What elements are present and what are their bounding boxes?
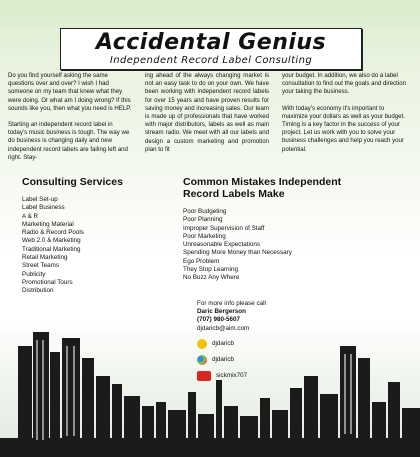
mistakes-list: [183, 208, 363, 283]
list-item: Street Teams: [22, 262, 59, 270]
common-mistakes: [183, 176, 363, 283]
contact-info: [197, 300, 347, 381]
list-item: Improper Supervision of Staff: [183, 224, 265, 232]
list-item: Ego Problem: [183, 257, 220, 265]
msn-icon: [197, 355, 207, 365]
intro-column-2: [145, 72, 269, 162]
contact-intro: For more info please call: [197, 300, 266, 307]
banner-subtitle: Independent Record Label Consulting: [109, 55, 313, 66]
list-item: Label Set-up: [22, 196, 58, 203]
intro-paragraph: With today's economy it's important to maximize your dollars as well as your budget. Timing is a key factor in the success of your project. Let us work with you to solve your business challenges and help you reach your potential.: [282, 104, 405, 153]
list-item: A & R: [22, 212, 39, 220]
services-heading: Consulting Services: [22, 176, 123, 188]
aim-handle[interactable]: [197, 339, 347, 349]
intro-paragraph: your budget. In addition, we also do a label consultation to find out the goals and direction your taking the business.: [282, 72, 406, 96]
mistakes-heading-line-1: Common Mistakes Independent: [183, 176, 342, 188]
list-item: Poor Budgeting: [183, 208, 227, 215]
msn-handle-text: djdaricb: [212, 355, 235, 363]
aim-handle-text: djdaricb: [212, 339, 235, 347]
intro-column-3: [282, 72, 406, 162]
list-item: Unreasonable Expectations: [183, 241, 261, 249]
mistakes-heading: [183, 176, 363, 200]
contact-phone: (707) 980-5607: [197, 316, 241, 324]
list-item: Marketing Material: [22, 220, 74, 228]
banner-title: Accidental Genius: [95, 30, 327, 55]
list-item: Publicity: [22, 270, 46, 278]
youtube-icon: [197, 371, 211, 381]
list-item: Retail Marketing: [22, 254, 68, 262]
intro-paragraph: Do you find yourself asking the same questions over and over? I wish I had someone on my team that knew what they were doing. Or what am I doing wrong? If this sounds like you, then what you need is HELP.: [8, 72, 132, 112]
mistakes-heading-line-2: Record Labels Make: [183, 188, 285, 200]
list-item: Distribution: [22, 287, 54, 295]
list-item: Poor Planning: [183, 216, 223, 224]
contact-email[interactable]: djdaricb@aim.com: [197, 324, 250, 332]
services-list: [22, 196, 162, 296]
youtube-handle[interactable]: [197, 371, 347, 381]
list-item: Spending More Money than Necessary: [183, 249, 292, 257]
list-item: Label Business: [22, 204, 65, 212]
msn-handle[interactable]: [197, 355, 347, 365]
intro-column-1: [8, 72, 132, 170]
title-banner: [60, 28, 362, 70]
consulting-services: [22, 176, 162, 296]
list-item: Web 2.0 & Marketing: [22, 237, 81, 245]
list-item: They Stop Learning: [183, 266, 238, 274]
list-item: Traditional Marketing: [22, 245, 81, 253]
aim-icon: [197, 339, 207, 349]
youtube-handle-text: sickmix707: [216, 371, 248, 379]
list-item: No Buzz Any Where: [183, 274, 240, 282]
intro-paragraph: Starting an independent record label in today's music business is tough. The way we do business is changing daily and new independent record labels are failing left and right. Stay-: [8, 121, 130, 161]
list-item: Poor Marketing: [183, 232, 226, 240]
list-item: Radio & Record Pools: [22, 229, 84, 237]
intro-paragraph: ing ahead of the always changing market is not an easy task to do on your own. We have been working with independent record labels for over 15 years and have proven results for saving money and increasing sales. Our team is made up of professionals that have worked with major distributors, labels as well as main stream radio. We meet with all our labels and design a custom marketing and promotion plan to fit: [145, 72, 269, 153]
contact-name: Daric Bergerson: [197, 308, 246, 316]
list-item: Promotional Tours: [22, 278, 73, 286]
